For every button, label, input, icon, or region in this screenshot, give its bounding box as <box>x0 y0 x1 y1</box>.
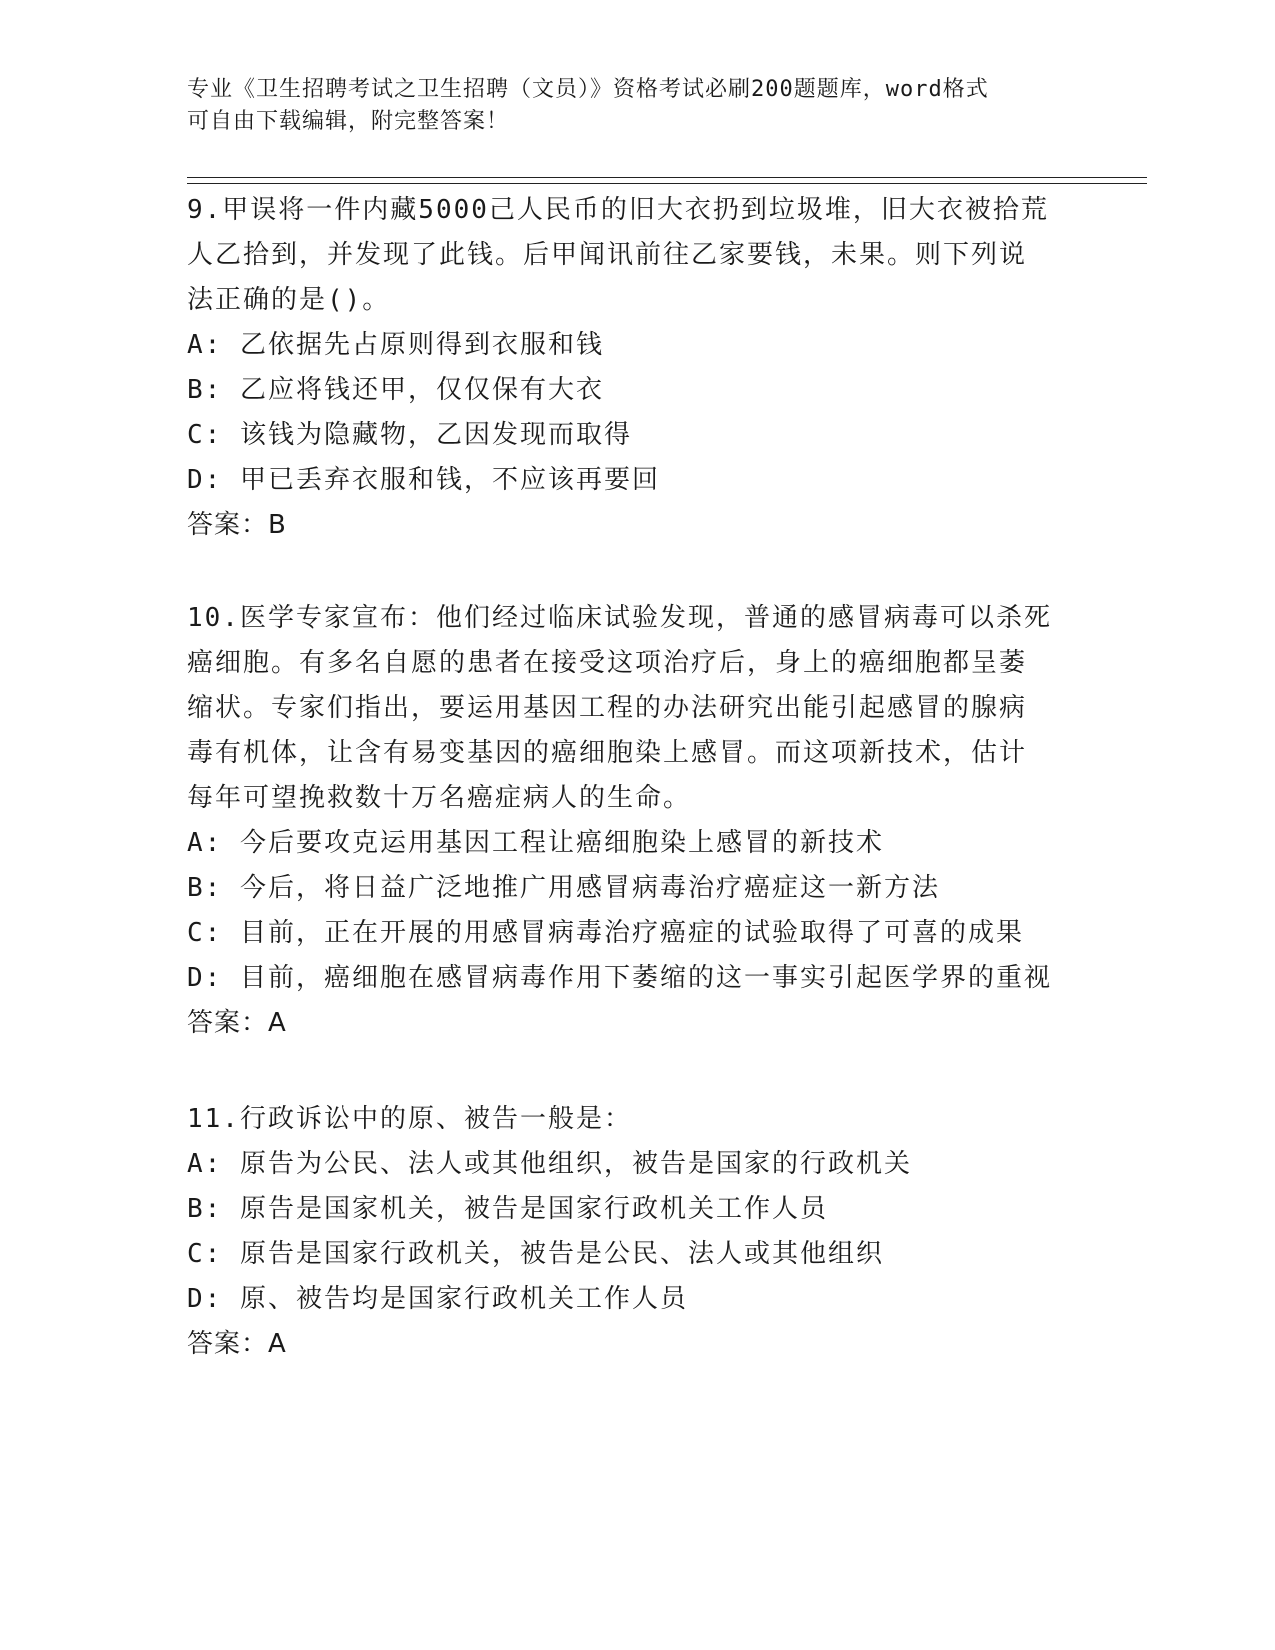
question-stem-line: 缩状。专家们指出，要运用基因工程的办法研究出能引起感冒的腺病 <box>187 693 1028 723</box>
header-divider-top <box>187 177 1147 178</box>
header-divider-bottom <box>187 183 1147 184</box>
option-b: B: 今后，将日益广泛地推广用感冒病毒治疗癌症这一新方法 <box>187 873 940 903</box>
option-d: D: 原、被告均是国家行政机关工作人员 <box>187 1284 688 1314</box>
question-stem-line: 11.行政诉讼中的原、被告一般是： <box>187 1104 632 1134</box>
answer-line: 答案：A <box>187 1008 287 1038</box>
option-a: A: 乙依据先占原则得到衣服和钱 <box>187 330 604 360</box>
question-stem-line: 每年可望挽救数十万名癌症病人的生命。 <box>187 783 692 813</box>
question-stem-line: 法正确的是()。 <box>187 285 391 315</box>
option-b: B: 原告是国家机关，被告是国家行政机关工作人员 <box>187 1194 828 1224</box>
option-c: C: 目前，正在开展的用感冒病毒治疗癌症的试验取得了可喜的成果 <box>187 918 1024 948</box>
question-stem-line: 毒有机体，让含有易变基因的癌细胞染上感冒。而这项新技术，估计 <box>187 738 1028 768</box>
option-a: A: 今后要攻克运用基因工程让癌细胞染上感冒的新技术 <box>187 828 884 858</box>
question-stem-line: 人乙拾到，并发现了此钱。后甲闻讯前往乙家要钱，未果。则下列说 <box>187 240 1028 270</box>
header-line-1: 专业《卫生招聘考试之卫生招聘（文员）》资格考试必刷200题题库，word格式 <box>187 77 989 102</box>
question-11 <box>187 1097 1067 1367</box>
option-a: A: 原告为公民、法人或其他组织，被告是国家的行政机关 <box>187 1149 912 1179</box>
question-stem-line: 癌细胞。有多名自愿的患者在接受这项治疗后，身上的癌细胞都呈萎 <box>187 648 1028 678</box>
question-stem-line: 9.甲误将一件内藏5000己人民币的旧大衣扔到垃圾堆，旧大衣被拾荒 <box>187 195 1049 225</box>
question-9 <box>187 188 1067 548</box>
option-d: D: 目前，癌细胞在感冒病毒作用下萎缩的这一事实引起医学界的重视 <box>187 963 1052 993</box>
answer-line: 答案：A <box>187 1329 287 1359</box>
answer-line: 答案：B <box>187 510 287 540</box>
option-c: C: 原告是国家行政机关，被告是公民、法人或其他组织 <box>187 1239 884 1269</box>
option-d: D: 甲已丢弃衣服和钱，不应该再要回 <box>187 465 660 495</box>
option-b: B: 乙应将钱还甲，仅仅保有大衣 <box>187 375 604 405</box>
document-header <box>187 74 1067 138</box>
question-stem-line: 10.医学专家宣布：他们经过临床试验发现，普通的感冒病毒可以杀死 <box>187 603 1052 633</box>
question-10 <box>187 596 1067 1046</box>
header-line-2: 可自由下载编辑，附完整答案！ <box>187 109 510 134</box>
option-c: C: 该钱为隐藏物，乙因发现而取得 <box>187 420 632 450</box>
